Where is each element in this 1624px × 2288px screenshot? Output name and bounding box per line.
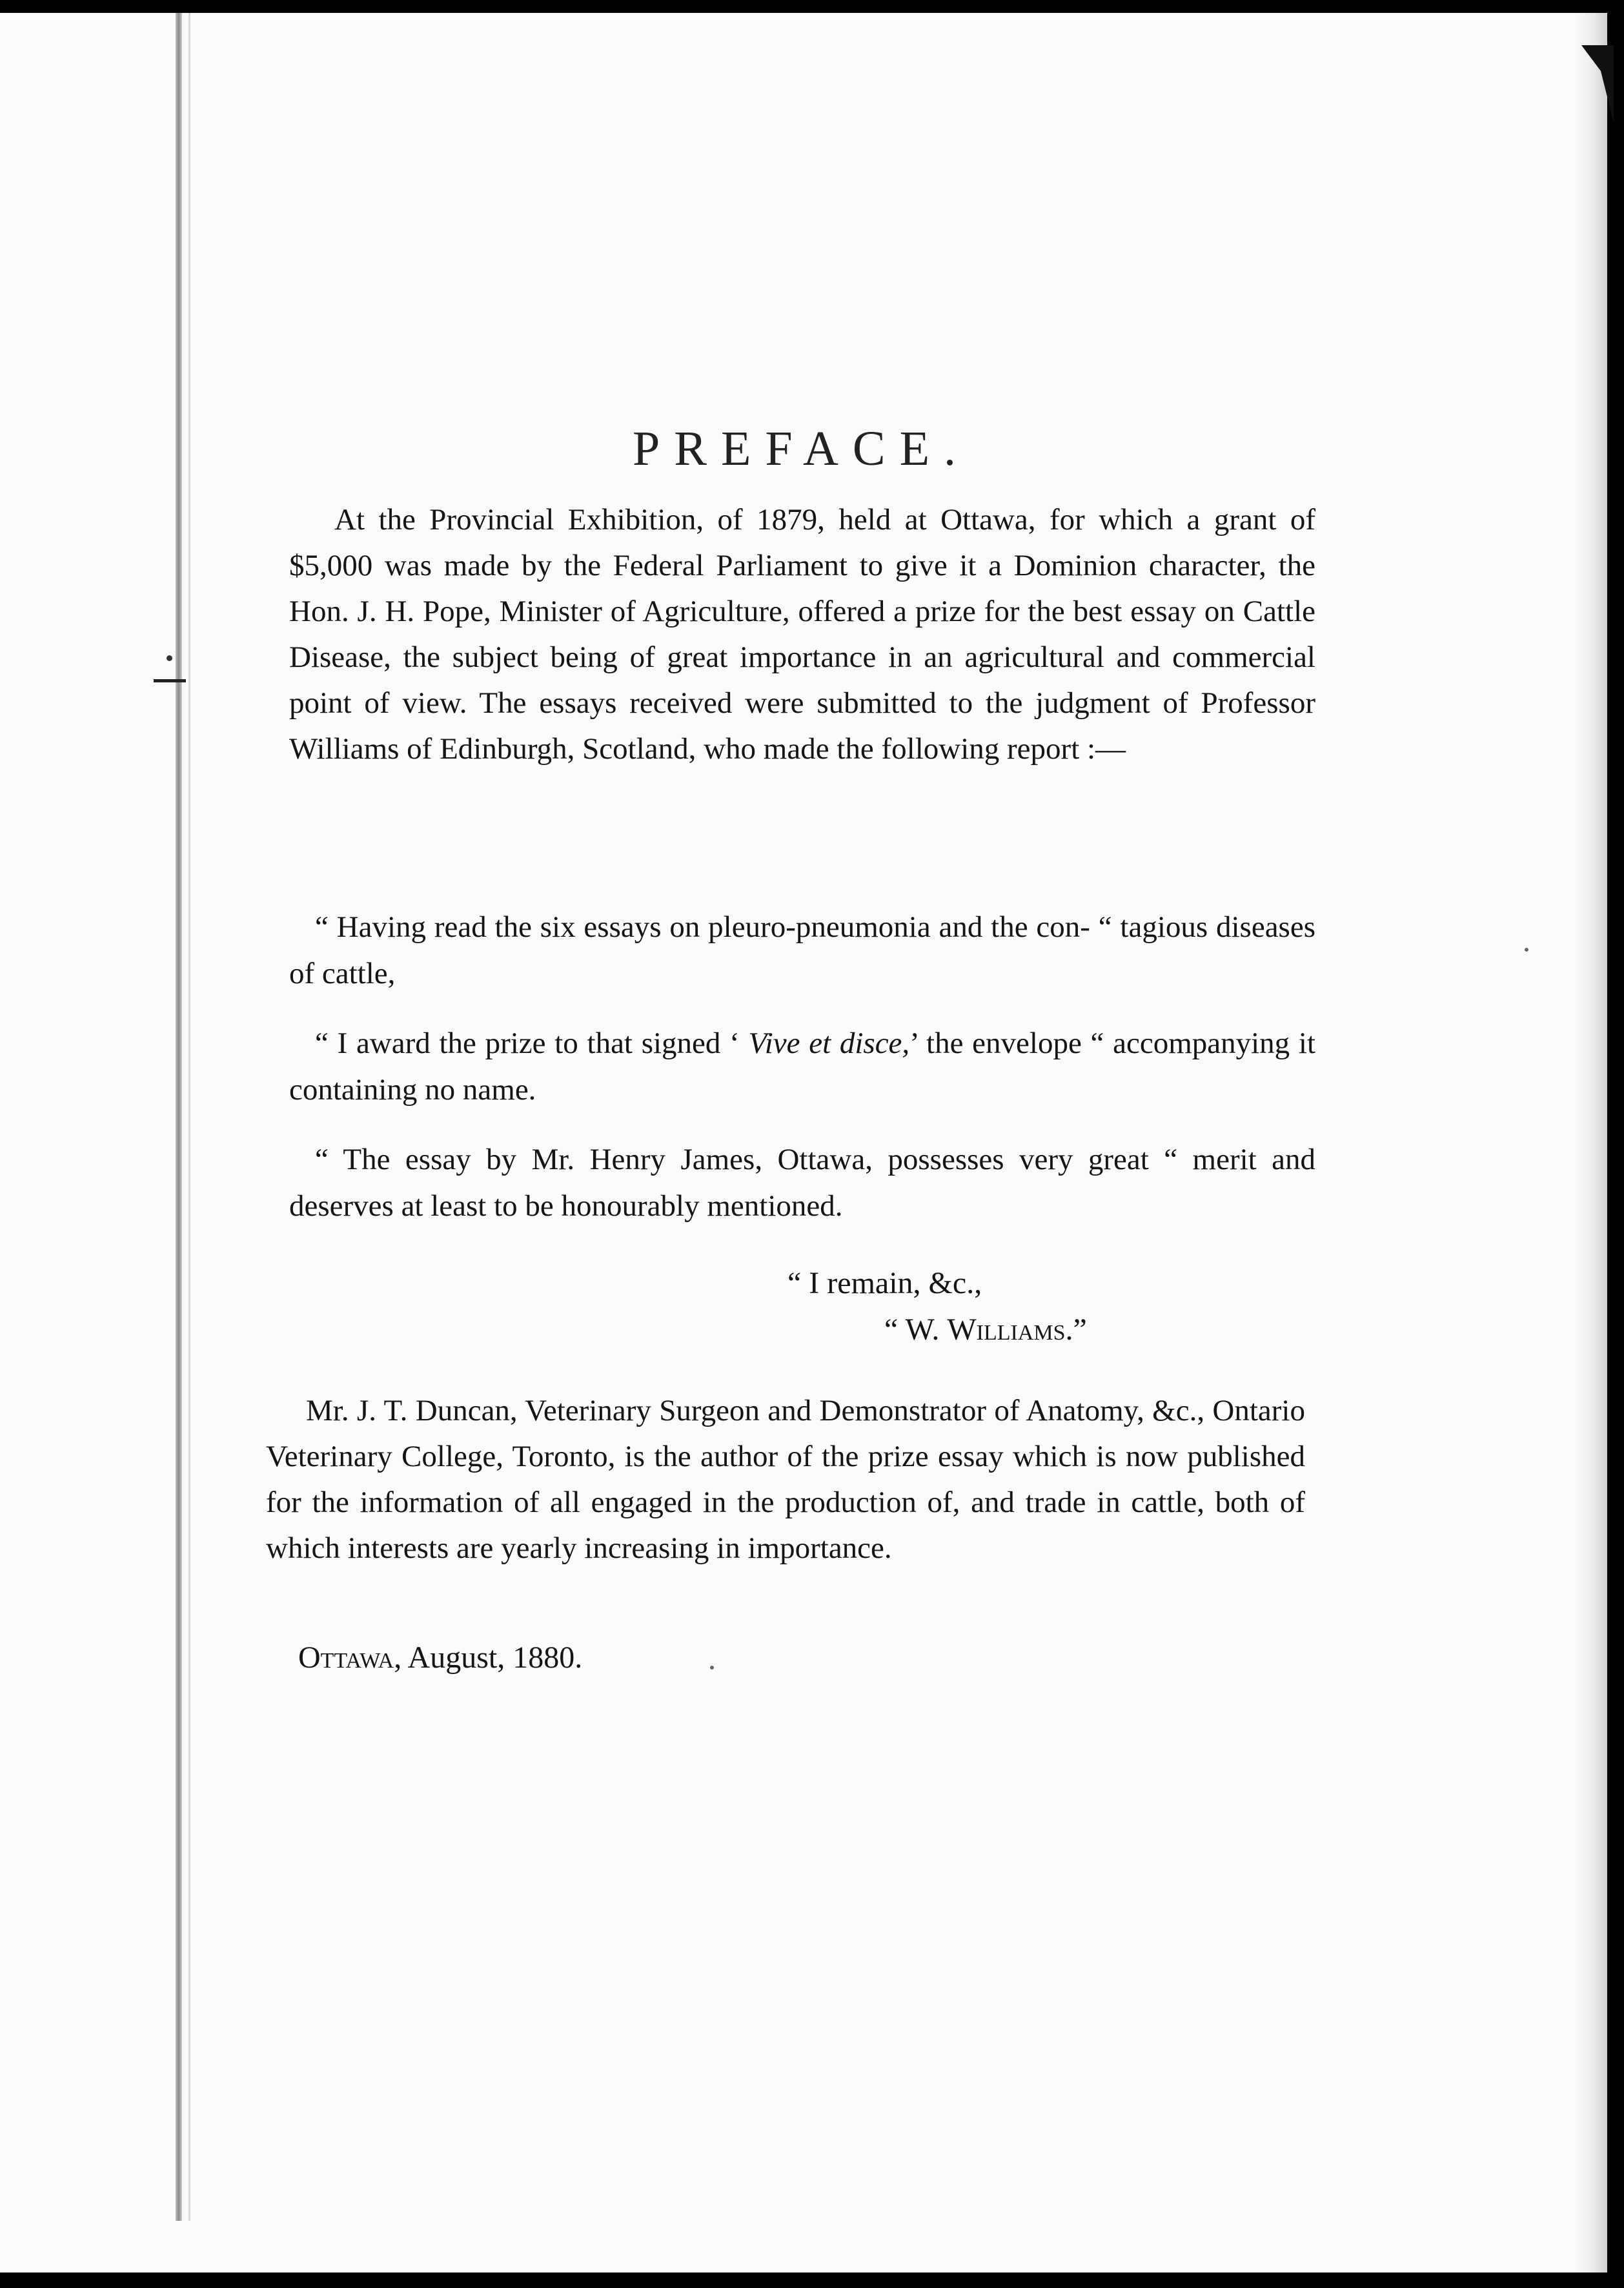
page-edge-shadow bbox=[1575, 13, 1607, 2273]
binding-gutter-shadow bbox=[188, 13, 190, 2221]
report-quote-3: “ The essay by Mr. Henry James, Ottawa, possesses very great “ merit and deserves at least to be honourably mentioned. bbox=[289, 1143, 1315, 1223]
dateline-date: , August, 1880. bbox=[394, 1640, 583, 1675]
binding-gutter-line bbox=[176, 13, 182, 2221]
report-signature bbox=[884, 1312, 1087, 1347]
signature-prefix: “ W. bbox=[884, 1313, 948, 1347]
paper-speck bbox=[710, 1666, 714, 1670]
margin-dot-mark bbox=[167, 655, 172, 661]
margin-dash-mark bbox=[154, 679, 186, 682]
signature-name: Williams bbox=[947, 1313, 1066, 1347]
report-closing: “ I remain, &c., bbox=[787, 1266, 982, 1300]
dateline bbox=[298, 1640, 582, 1675]
paper-speck bbox=[1525, 948, 1528, 952]
quote-2-text-start: “ I award the prize to that signed ‘ bbox=[315, 1027, 749, 1060]
author-paragraph: Mr. J. T. Duncan, Veterinary Surgeon and Demonstrator of Anatomy, &c., Ontario Veterinary College, Toronto, is the author of the prize essay which is now published for the information of all engaged in the production of, and trade in cattle, both of which interests are yearly increasing in importance. bbox=[266, 1394, 1305, 1565]
motto-italic: Vive et disce, bbox=[748, 1027, 910, 1060]
intro-paragraph: At the Provincial Exhibition, of 1879, held at Ottawa, for which a grant of $5,000 was made by the Federal Parliament to give it a Dominion character, the Hon. J. H. Pope, Minister of Agriculture, offered a prize for the best essay on Cattle Disease, the subject being of great importance in an agricultural and commercial point of view. The essays received were submitted to the judgment of Professor Williams of Edinburgh, Scotland, who made the following report :— bbox=[289, 503, 1315, 766]
signature-suffix: .” bbox=[1065, 1313, 1087, 1347]
dateline-place: Ottawa bbox=[298, 1640, 394, 1675]
torn-corner-mark bbox=[1562, 45, 1614, 123]
page-title: PREFACE. bbox=[633, 422, 971, 476]
report-quote-2 bbox=[289, 1020, 1315, 1113]
quote-2-text-end: ’ the envelope “ accompanying it containing no name. bbox=[289, 1027, 1315, 1107]
report-quote-1: “ Having read the six essays on pleuro-pneumonia and the con- “ tagious diseases of cattle, bbox=[289, 910, 1315, 990]
